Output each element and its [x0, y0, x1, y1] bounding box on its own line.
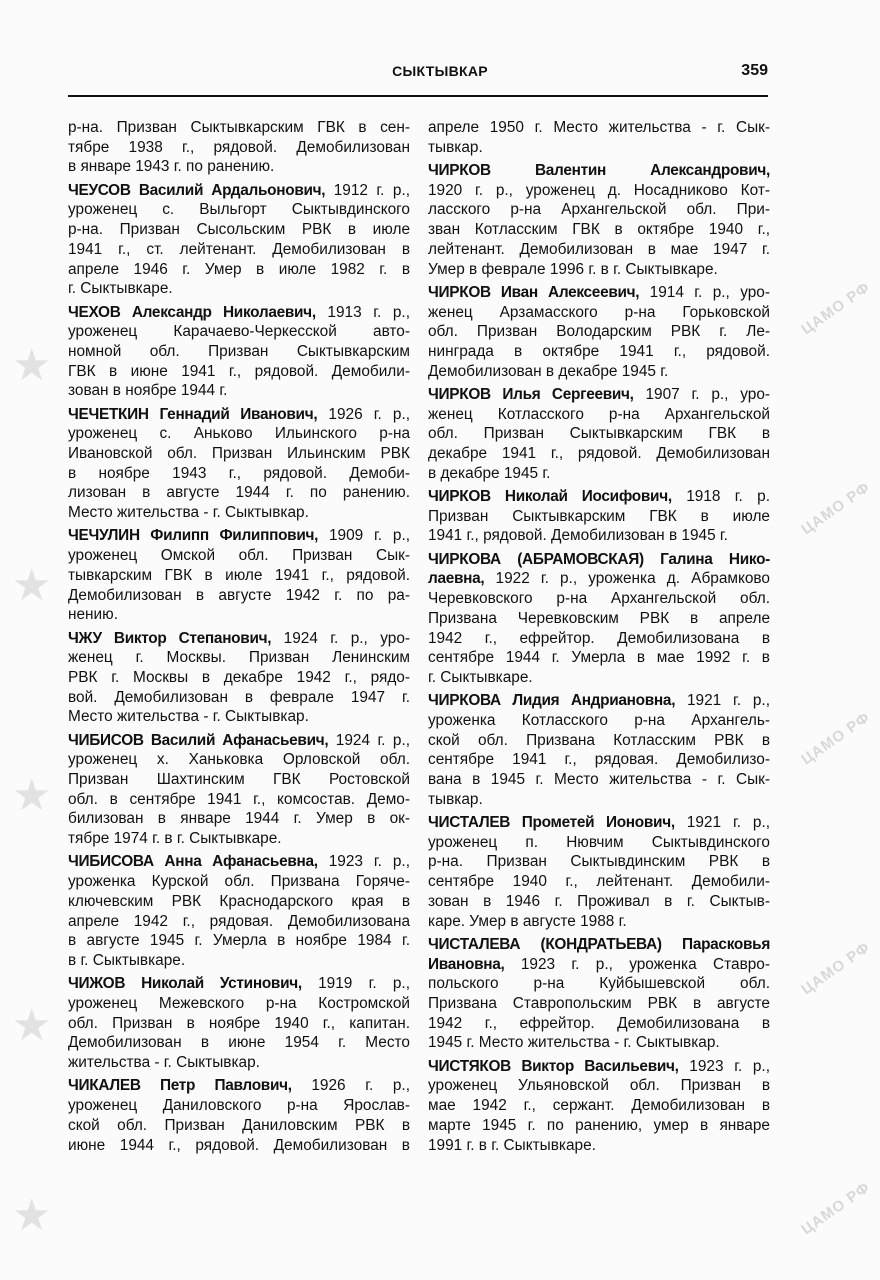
entry-text: в январе 1943 г. по ранению.	[68, 158, 275, 176]
text-line	[428, 220, 770, 240]
entry-text: лейтенант. Демобилизован в мае 1947 г.	[428, 240, 770, 258]
person-name: ЧИРКОВА Лидия Андриановна,	[428, 692, 676, 710]
text-line	[428, 892, 770, 912]
text-line	[428, 1014, 770, 1034]
entry-text: нению.	[68, 606, 118, 624]
entry-text: в ноябре 1943 г., рядовой. Демоби-	[68, 464, 410, 482]
page-number: 359	[741, 62, 768, 79]
text-line	[68, 790, 410, 810]
person-name: ЧИРКОВ Валентин Александрович,	[428, 162, 770, 179]
text-line	[68, 852, 410, 872]
entry-text: тывкарским ГВК в июле 1941 г., рядовой.	[68, 566, 410, 584]
text-line	[68, 483, 410, 503]
entry-text: 1921 г. р.,	[675, 692, 770, 710]
entry-text: 1924 г. р.,	[328, 731, 410, 749]
text-line	[428, 161, 770, 181]
entry-text: 1909 г. р.,	[318, 527, 410, 545]
text-line	[428, 240, 770, 260]
text-line	[68, 829, 410, 849]
watermark-text: ЦАМО РФ	[798, 1178, 874, 1239]
left-column	[68, 118, 410, 1159]
text-line	[68, 322, 410, 342]
entry-text: обл. Призван Володарским РВК г. Ле-	[428, 323, 770, 341]
entry-text: 1926 г. р.,	[317, 405, 410, 423]
entry-text: зван Котласским ГВК в октябре 1940 г.,	[428, 221, 770, 239]
entry-text: р-на. Призван Сыктывкарским ГВК в сен-	[68, 119, 410, 136]
biography-entry	[68, 526, 410, 625]
person-name: ЧЕХОВ Александр Николаевич,	[68, 303, 316, 321]
person-name: ЧИСТЯКОВ Виктор Васильевич,	[428, 1057, 679, 1075]
entry-text: номной обл. Призван Сыктывкарским	[68, 342, 410, 360]
entry-text: Место жительства - г. Сыктывкар.	[68, 708, 309, 726]
entry-text: 1918 г. р.	[671, 488, 770, 506]
text-line	[428, 935, 770, 955]
person-name: ЧИСТАЛЕВА (КОНДРАТЬЕВА) Парасковья	[428, 935, 770, 953]
entry-text: Призвана Черевковским РВК в апреле	[428, 609, 770, 627]
text-line	[428, 487, 770, 507]
text-line	[428, 833, 770, 853]
text-line	[428, 118, 770, 138]
entry-text: 1913 г. р.,	[315, 303, 410, 321]
entry-text: тябре 1938 г., рядовой. Демобилизован	[68, 138, 410, 156]
entry-text: марте 1945 г. по ранению, умер в январе	[428, 1116, 770, 1134]
biography-entry	[68, 1076, 410, 1155]
entry-text: в г. Сыктывкаре.	[68, 951, 186, 969]
entry-text: Призван Сыктывкарским ГВК в июле	[428, 507, 770, 525]
text-line	[68, 1116, 410, 1136]
entry-text: апреле 1942 г., рядовая. Демобилизована	[68, 912, 410, 930]
entry-text: Место жительства - г. Сыктывкар.	[68, 504, 309, 522]
entry-text: ГВК в июне 1941 г., рядовой. Демобили-	[68, 362, 410, 380]
entry-text: Демобилизован в июне 1954 г. Место	[68, 1034, 410, 1052]
header-rule	[68, 95, 768, 97]
text-line	[428, 609, 770, 629]
entry-text: ской обл. Призван Даниловским РВК в	[68, 1116, 410, 1134]
entry-text: 1923 г. р.,	[678, 1057, 770, 1075]
text-line	[68, 586, 410, 606]
entry-text: РВК г. Москвы в декабре 1942 г., рядо-	[68, 668, 410, 686]
text-line	[68, 566, 410, 586]
text-line	[68, 303, 410, 323]
entry-text: Ивановской обл. Призван Ильинским РВК	[68, 445, 410, 463]
text-line	[68, 750, 410, 770]
text-line	[428, 424, 770, 444]
biography-entry	[428, 691, 770, 809]
person-name: ЧИРКОВ Николай Иосифович,	[428, 488, 672, 506]
entry-text: в августе 1945 г. Умерла в ноябре 1984 г.	[68, 932, 410, 950]
text-line	[428, 974, 770, 994]
biography-entry	[68, 629, 410, 728]
biography-entry	[428, 161, 770, 279]
text-line	[68, 1053, 410, 1073]
text-line	[428, 1136, 770, 1156]
text-line	[68, 731, 410, 751]
entry-text: уроженец Даниловского р-на Ярослав-	[68, 1097, 410, 1115]
text-line	[428, 200, 770, 220]
text-line	[68, 220, 410, 240]
entry-text: вой. Демобилизован в феврале 1947 г.	[68, 688, 410, 706]
biography-entry	[68, 405, 410, 523]
text-line	[428, 691, 770, 711]
entry-text: р-на. Призван Сыктывдинским РВК в	[428, 853, 770, 871]
text-line	[428, 1096, 770, 1116]
watermark-star-icon: ★	[12, 1001, 52, 1050]
text-line	[68, 648, 410, 668]
entry-text: уроженка Котласского р-на Архангель-	[428, 711, 770, 729]
entry-text: вана в 1945 г. Место жительства - г. Сык-	[428, 771, 770, 789]
biography-entry	[68, 181, 410, 299]
text-line	[428, 711, 770, 731]
text-line	[68, 424, 410, 444]
text-line	[428, 1033, 770, 1053]
text-line	[68, 974, 410, 994]
biography-entry	[68, 974, 410, 1073]
entry-text: 1926 г. р.,	[291, 1077, 410, 1095]
entry-text: апреле 1946 г. Умер в июле 1982 г. в	[68, 260, 410, 278]
entry-text: билизован в январе 1944 г. Умер в ок-	[68, 810, 410, 828]
text-line	[68, 668, 410, 688]
entry-text: зован в ноябре 1944 г.	[68, 382, 228, 400]
entry-text: 1919 г. р.,	[301, 975, 410, 993]
entry-text: 1924 г. р., уро-	[271, 629, 410, 647]
entry-text: тывкар.	[428, 138, 483, 156]
watermark-text: ЦАМО РФ	[798, 478, 874, 539]
biography-entry	[68, 731, 410, 849]
text-line	[68, 464, 410, 484]
entry-text: зован в 1946 г. Проживал в г. Сыктыв-	[428, 892, 770, 910]
text-line	[68, 707, 410, 727]
entry-text: 1923 г. р., уроженка Ставро-	[504, 955, 770, 973]
biography-entry	[428, 550, 770, 688]
entry-text: ключевским РВК Краснодарского края в	[68, 892, 410, 910]
person-name: Ивановна,	[428, 955, 505, 973]
entry-text: каре. Умер в августе 1988 г.	[428, 912, 627, 930]
entry-text: женец Арзамасского р-на Горьковской	[428, 303, 770, 321]
text-line	[68, 279, 410, 299]
text-line	[428, 668, 770, 688]
text-line	[428, 872, 770, 892]
text-line	[428, 138, 770, 158]
entry-text: 1920 г. р., уроженец д. Носадниково Кот-	[428, 181, 770, 199]
entry-text: уроженец с. Выльгорт Сыктывдинского	[68, 201, 410, 219]
person-name: ЧИСТАЛЕВ Прометей Ионович,	[428, 814, 675, 832]
entry-text: жительства - г. Сыктывкар.	[68, 1054, 260, 1072]
watermark-text: ЦАМО РФ	[798, 278, 874, 339]
text-line	[68, 362, 410, 382]
running-header: СЫКТЫВКАР	[392, 63, 488, 79]
entry-text: 1942 г., ефрейтор. Демобилизована в	[428, 629, 770, 647]
text-line	[68, 181, 410, 201]
person-name: ЧЖУ Виктор Степанович,	[68, 629, 272, 647]
text-line	[68, 688, 410, 708]
entry-text: Призвана Ставропольским РВК в августе	[428, 994, 770, 1012]
text-line	[68, 546, 410, 566]
entry-text: женец г. Москвы. Призван Ленинским	[68, 649, 410, 667]
entry-text: уроженец с. Аньково Ильинского р-на	[68, 425, 410, 443]
entry-text: лизован в августе 1944 г. по ранению.	[68, 484, 410, 502]
text-line	[428, 507, 770, 527]
biography-entry	[428, 283, 770, 382]
entry-text: польского р-на Куйбышевской обл.	[428, 975, 770, 993]
text-line	[68, 872, 410, 892]
text-line	[428, 322, 770, 342]
person-name: ЧИРКОВА (АБРАМОВСКАЯ) Галина Нико-	[428, 550, 770, 568]
text-line	[68, 912, 410, 932]
entry-text: уроженец Межевского р-на Костромской	[68, 994, 410, 1012]
biography-entry	[428, 118, 770, 157]
text-line	[428, 648, 770, 668]
entry-text: сентябре 1940 г., лейтенант. Демобили-	[428, 873, 770, 891]
text-line	[68, 118, 410, 138]
entry-text: мае 1942 г., сержант. Демобилизован в	[428, 1097, 770, 1115]
text-line	[428, 464, 770, 484]
text-line	[428, 955, 770, 975]
text-line	[428, 912, 770, 932]
text-line	[428, 444, 770, 464]
watermark-star-icon: ★	[12, 771, 52, 820]
text-line	[68, 405, 410, 425]
person-name: ЧЕЧУЛИН Филипп Филиппович,	[68, 527, 319, 545]
entry-text: уроженец п. Нювчим Сыктывдинского	[428, 833, 770, 851]
watermark-star-icon: ★	[12, 341, 52, 390]
text-line	[428, 1057, 770, 1077]
text-line	[68, 892, 410, 912]
text-line	[428, 589, 770, 609]
entry-text: 1922 г. р., уроженка д. Абрамково	[484, 570, 770, 588]
text-line	[68, 503, 410, 523]
entry-text: женец Котласского р-на Архангельской	[428, 405, 770, 423]
text-line	[68, 1076, 410, 1096]
text-line	[428, 303, 770, 323]
text-line	[68, 157, 410, 177]
text-line	[428, 526, 770, 546]
entry-text: 1914 г. р., уро-	[639, 283, 770, 301]
text-line	[68, 1033, 410, 1053]
entry-text: в декабре 1945 г.	[428, 464, 551, 482]
entry-text: сентябре 1941 г., рядовая. Демобилизо-	[428, 751, 770, 769]
text-line	[428, 994, 770, 1014]
text-line	[428, 770, 770, 790]
text-line	[68, 809, 410, 829]
text-line	[68, 1136, 410, 1156]
entry-text: Призван Шахтинским ГВК Ростовской	[68, 771, 410, 789]
text-line	[68, 260, 410, 280]
entry-text: тябре 1974 г. в г. Сыктывкаре.	[68, 830, 282, 848]
watermark-star-icon: ★	[12, 1191, 52, 1240]
entry-text: г. Сыктывкаре.	[68, 280, 173, 298]
person-name: ЧЕЧЕТКИН Геннадий Иванович,	[68, 405, 318, 423]
entry-text: уроженец х. Ханьковка Орловской обл.	[68, 751, 410, 769]
person-name: ЧИРКОВ Иван Алексеевич,	[428, 283, 640, 301]
person-name: ЧИКАЛЕВ Петр Павлович,	[68, 1077, 292, 1095]
entry-text: нинграда в октябре 1941 г., рядовой.	[428, 342, 770, 360]
biography-entry	[428, 487, 770, 546]
text-line	[428, 790, 770, 810]
entry-text: уроженец Карачаево-Черкесской авто-	[68, 323, 410, 341]
text-line	[428, 181, 770, 201]
text-line	[428, 731, 770, 751]
entry-text: г. Сыктывкаре.	[428, 668, 533, 686]
entry-text: 1945 г. Место жительства - г. Сыктывкар.	[428, 1034, 720, 1052]
text-line	[68, 526, 410, 546]
text-line	[68, 444, 410, 464]
entry-text: 1991 г. в г. Сыктывкаре.	[428, 1136, 596, 1154]
text-line	[68, 605, 410, 625]
biography-entry	[428, 385, 770, 484]
entry-text: 1923 г. р.,	[317, 853, 410, 871]
right-column	[428, 118, 770, 1159]
text-line	[68, 1014, 410, 1034]
entry-text: обл. Призван Сыктывкарским ГВК в	[428, 425, 770, 443]
person-name: ЧЕУСОВ Василий Ардальонович,	[68, 181, 326, 199]
entry-text: 1941 г., рядовой. Демобилизован в 1945 г.	[428, 527, 728, 545]
biography-entry	[428, 935, 770, 1053]
person-name: ЧИРКОВ Илья Сергеевич,	[428, 385, 634, 403]
entry-text: 1942 г., ефрейтор. Демобилизована в	[428, 1014, 770, 1032]
text-line	[68, 629, 410, 649]
text-line	[68, 770, 410, 790]
text-line	[68, 931, 410, 951]
person-name: ЧИБИСОВА Анна Афанасьевна,	[68, 853, 318, 871]
entry-text: 1921 г. р.,	[674, 814, 770, 832]
entry-text: обл. в сентябре 1941 г., комсостав. Демо-	[68, 790, 410, 808]
text-line	[428, 569, 770, 589]
text-line	[68, 200, 410, 220]
text-line	[428, 813, 770, 833]
text-line	[428, 750, 770, 770]
biography-entry	[68, 118, 410, 177]
person-name: лаевна,	[428, 570, 485, 588]
text-line	[428, 260, 770, 280]
text-line	[68, 1096, 410, 1116]
entry-text: уроженка Курской обл. Призвана Горяче-	[68, 873, 410, 891]
entry-text: уроженец Ульяновской обл. Призван в	[428, 1077, 770, 1095]
entry-text: Демобилизован в декабре 1945 г.	[428, 362, 669, 380]
biography-entry	[68, 303, 410, 402]
text-line	[68, 240, 410, 260]
watermark-text: ЦАМО РФ	[798, 708, 874, 769]
entry-text: ской обл. Призвана Котласским РВК в	[428, 731, 770, 749]
text-line	[68, 381, 410, 401]
entry-text: Демобилизован в августе 1942 г. по ра-	[68, 586, 410, 604]
text-line	[68, 951, 410, 971]
watermark-text: ЦАМО РФ	[798, 938, 874, 999]
text-line	[428, 1116, 770, 1136]
entry-text: сентябре 1944 г. Умерла в мае 1992 г. в	[428, 649, 770, 667]
watermark-star-icon: ★	[12, 561, 52, 610]
person-name: ЧИЖОВ Николай Устинович,	[68, 975, 302, 993]
text-line	[68, 994, 410, 1014]
text-line	[428, 283, 770, 303]
text-line	[428, 362, 770, 382]
entry-text: Черевковского р-на Архангельской обл.	[428, 590, 770, 608]
text-line	[428, 550, 770, 570]
entry-text: ласского р-на Архангельской обл. При-	[428, 201, 770, 219]
entry-text: обл. Призван в ноябре 1940 г., капитан.	[68, 1014, 410, 1032]
text-line	[428, 405, 770, 425]
text-line	[428, 1076, 770, 1096]
text-line	[428, 629, 770, 649]
entry-text: декабре 1941 г., рядовой. Демобилизован	[428, 445, 770, 463]
text-line	[428, 342, 770, 362]
person-name: ЧИБИСОВ Василий Афанасьевич,	[68, 731, 329, 749]
entry-text: 1941 г., ст. лейтенант. Демобилизован в	[68, 240, 410, 258]
entry-text: 1912 г. р.,	[325, 181, 410, 199]
entry-text: Умер в феврале 1996 г. в г. Сыктывкаре.	[428, 260, 718, 278]
entry-text: тывкар.	[428, 790, 483, 808]
entry-text: 1907 г. р., уро-	[633, 385, 770, 403]
biography-entry	[68, 852, 410, 970]
text-line	[68, 342, 410, 362]
entry-text: июне 1944 г., рядовой. Демобилизован в	[68, 1136, 410, 1154]
text-line	[428, 385, 770, 405]
entry-text: р-на. Призван Сысольским РВК в июле	[68, 221, 410, 239]
biography-entry	[428, 1057, 770, 1156]
biography-entry	[428, 813, 770, 931]
entry-text: апреле 1950 г. Место жительства - г. Сык-	[428, 119, 770, 136]
entry-text: уроженец Омской обл. Призван Сык-	[68, 547, 410, 565]
text-line	[428, 852, 770, 872]
text-line	[68, 138, 410, 158]
